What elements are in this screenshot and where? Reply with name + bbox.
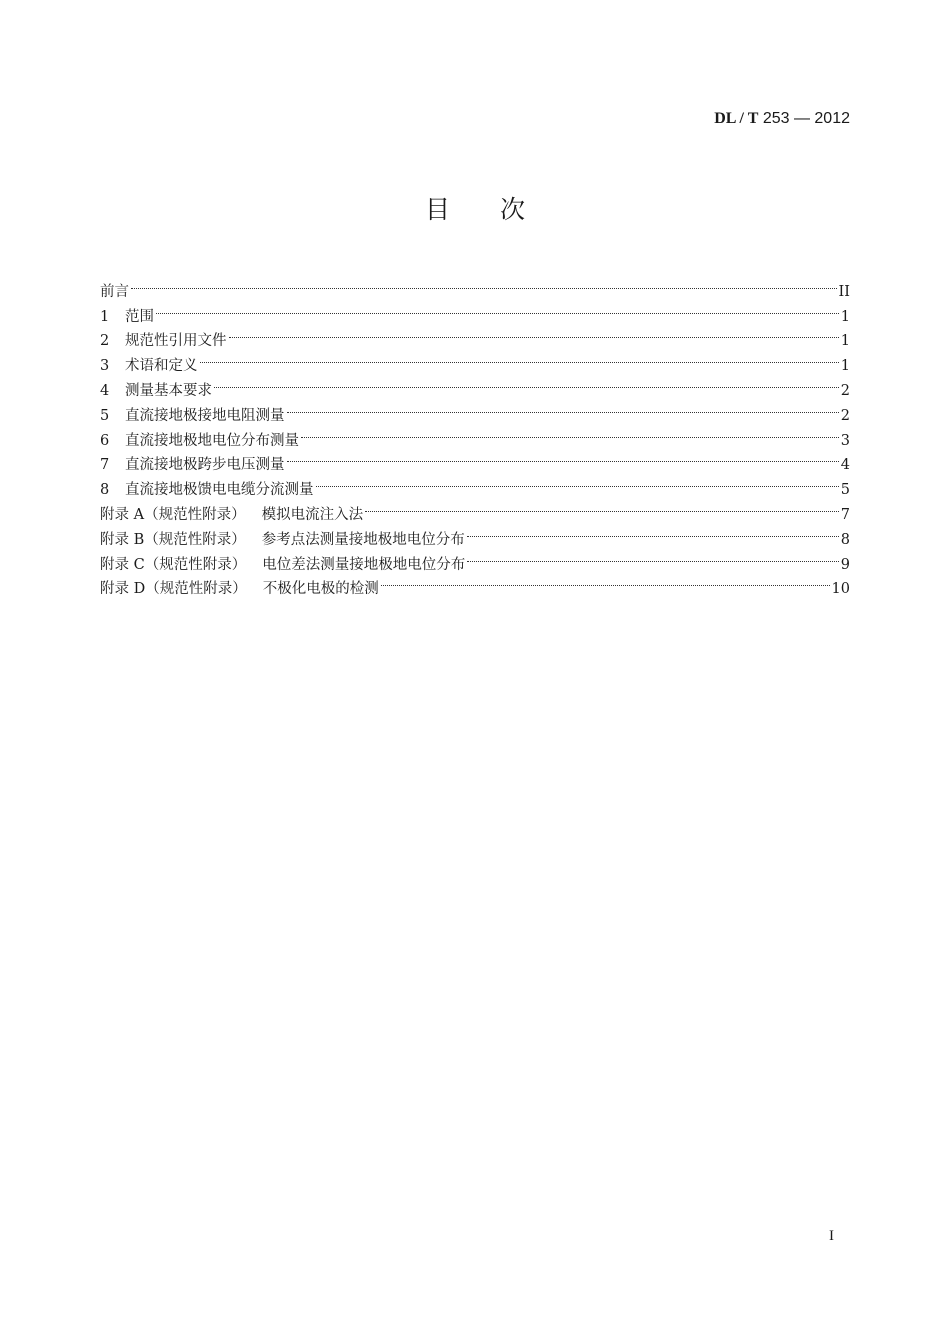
toc-entry-number: 8	[100, 482, 110, 499]
toc-entry-appendix-label: 附录 B（规范性附录）	[100, 531, 246, 548]
toc-leader	[287, 395, 839, 420]
toc-entry-text: 模拟电流注入法	[261, 506, 364, 523]
toc-entry-5[interactable]	[100, 395, 850, 424]
toc-entry-text: 术语和定义	[125, 358, 198, 375]
toc-leader	[301, 420, 839, 445]
toc-entry-page: 2	[840, 407, 850, 424]
toc-entry-text: 规范性引用文件	[125, 333, 227, 350]
toc-entry-appendix-label: 附录 A（规范性附录）	[100, 506, 246, 523]
toc-entry-page: 7	[840, 506, 850, 523]
toc-entry-page: 1	[840, 333, 850, 350]
toc-entry-text: 电位差法测量接地极地电位分布	[262, 556, 466, 573]
toc-entry-page: 5	[840, 482, 850, 499]
toc-entry-text: 直流接地极跨步电压测量	[125, 457, 285, 474]
toc-entry-text: 直流接地极地电位分布测量	[125, 432, 299, 449]
toc-entry-page: 2	[840, 382, 850, 399]
toc-entry-page: 1	[840, 308, 850, 325]
toc-leader	[214, 370, 839, 395]
toc-leader	[381, 569, 830, 594]
toc-entry-text: 前言	[100, 283, 129, 300]
toc-entry-number: 1	[100, 308, 110, 325]
toc-entry-page: 4	[840, 457, 850, 474]
toc-entry-text: 直流接地极接地电阻测量	[125, 407, 285, 424]
toc-entry-2[interactable]	[100, 321, 850, 350]
toc-leader	[229, 321, 839, 346]
toc-leader	[467, 519, 839, 544]
toc-leader	[316, 469, 839, 494]
toc-entry-3[interactable]	[100, 345, 850, 375]
toc-entry-number: 4	[100, 382, 110, 399]
standard-code-number: 253 — 2012	[758, 110, 850, 127]
toc-leader	[287, 445, 839, 470]
toc-entry-page: 9	[840, 556, 850, 573]
toc-list	[100, 271, 850, 598]
toc-entry-appendix-label: 附录 C（规范性附录）	[100, 556, 247, 573]
standard-code-prefix: DL / T	[714, 110, 759, 127]
toc-leader	[467, 544, 839, 569]
toc-entry-number: 7	[100, 457, 110, 474]
page-number: I	[829, 1228, 834, 1244]
toc-leader	[156, 296, 839, 321]
toc-leader	[365, 494, 839, 519]
toc-entry-number: 2	[100, 333, 110, 350]
toc-entry-text: 测量基本要求	[125, 382, 212, 399]
toc-entry-page: 8	[840, 531, 850, 548]
toc-leader	[200, 345, 839, 370]
toc-title: 目次	[424, 195, 575, 224]
toc-entry-foreword[interactable]	[100, 271, 850, 300]
toc-entry-page: 10	[831, 581, 850, 598]
toc-entry-page: 1	[840, 358, 850, 375]
toc-entry-number: 3	[100, 358, 110, 375]
standard-code	[714, 110, 850, 128]
toc-entry-text: 不极化电极的检测	[262, 581, 379, 598]
toc-entry-4[interactable]	[100, 370, 850, 399]
toc-entry-page: 3	[840, 432, 850, 449]
toc-entry-number: 5	[100, 407, 110, 424]
toc-entry-number: 6	[100, 432, 110, 449]
toc-entry-text: 参考点法测量接地极地电位分布	[261, 531, 465, 548]
toc-entry-text: 直流接地极馈电电缆分流测量	[125, 482, 314, 499]
toc-entry-1[interactable]	[100, 296, 850, 325]
toc-entry-appendix-label: 附录 D（规范性附录）	[100, 581, 247, 598]
toc-entry-text: 范围	[125, 308, 154, 325]
toc-leader	[131, 271, 837, 296]
toc-entry-page: II	[838, 283, 850, 300]
